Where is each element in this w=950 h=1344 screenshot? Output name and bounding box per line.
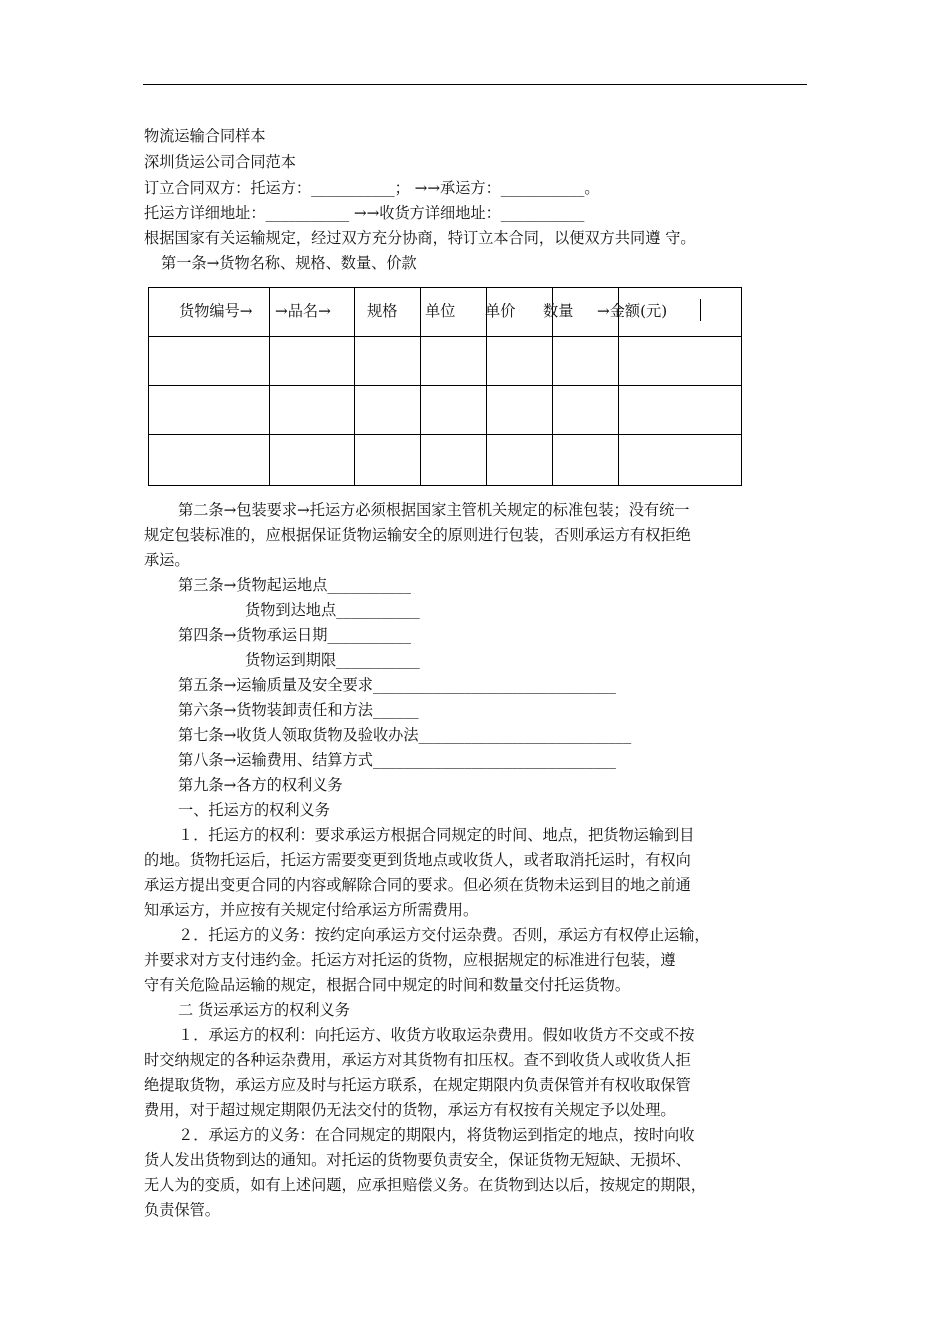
table-col-divider [420, 287, 421, 485]
col-header-name: →品名→ [275, 302, 331, 320]
doc-title: 物流运输合同样本 [144, 127, 266, 145]
sec2-para2-line: 无人为的变质，如有上述问题，应承担赔偿义务。在货物到达以后，按规定的期限， [144, 1176, 706, 1194]
sec1-para2-line: 守有关危险品运输的规定，根据合同中规定的时间和数量交付托运货物。 [144, 976, 630, 994]
article-8: 第八条→运输费用、结算方式________________________________ [178, 751, 616, 769]
article-6: 第六条→货物装卸责任和方法______ [178, 701, 419, 719]
col-header-spec: 规格 [367, 302, 398, 320]
doc-subtitle: 深圳货运公司合同范本 [144, 153, 296, 171]
sec2-para2-line: 负责保管。 [144, 1201, 220, 1219]
col-header-unit: 单位 [425, 302, 456, 320]
table-row-divider [149, 385, 741, 386]
sec1-para1-line: 承运方提出变更合同的内容或解除合同的要求。但必须在货物未运到目的地之前通 [144, 876, 691, 894]
col-header-quantity: 数量 [543, 302, 574, 320]
sec2-para1-line: １．承运方的权利：向托运方、收货方收取运杂费用。假如收货方不交或不按 [178, 1026, 695, 1044]
article-3-destination: 货物到达地点___________ [245, 601, 420, 619]
sec2-para1-line: 费用，对于超过规定期限仍无法交付的货物，承运方有权按有关规定予以处理。 [144, 1101, 676, 1119]
article-7: 第七条→收货人领取货物及验收办法____________________________ [178, 726, 632, 744]
section-1-heading: 一、托运方的权利义务 [178, 801, 330, 819]
sec1-para1-line: １．托运方的权利：要求承运方根据合同规定的时间、地点，把货物运输到目 [178, 826, 695, 844]
col-header-goods-no: 货物编号→ [179, 302, 253, 320]
article-1: 第一条→货物名称、规格、数量、价款 [161, 254, 417, 272]
table-col-divider [269, 287, 270, 485]
table-header-tick [700, 299, 701, 321]
article-4-date: 第四条→货物承运日期___________ [178, 626, 411, 644]
col-header-amount: →金额(元) [597, 302, 668, 320]
article-9: 第九条→各方的权利义务 [178, 776, 343, 794]
sec1-para1-line: 的地。货物托运后，托运方需要变更到货地点或收货人，或者取消托运时，有权向 [144, 851, 691, 869]
parties-line: 订立合同双方：托运方：___________； →→承运方：___________。 [144, 179, 600, 197]
article-4-deadline: 货物运到期限___________ [245, 651, 420, 669]
table-top-border [149, 287, 741, 288]
goods-table [148, 287, 742, 486]
table-row-divider [149, 434, 741, 435]
sec2-para2-line: 货人发出货物到达的通知。对托运的货物要负责安全，保证货物无短缺、无损坏、 [144, 1151, 691, 1169]
sec2-para1-line: 时交纳规定的各种运杂费用，承运方对其货物有扣压权。查不到收货人或收货人拒 [144, 1051, 691, 1069]
article-2-line-2: 规定包装标准的，应根据保证货物运输安全的原则进行包装，否则承运方有权拒绝 [144, 526, 691, 544]
article-2-line-3: 承运。 [144, 551, 190, 569]
sec2-para1-line: 绝提取货物，承运方应及时与托运方联系，在规定期限内负责保管并有权收取保管 [144, 1076, 691, 1094]
header-rule [143, 84, 807, 85]
table-row-divider [149, 336, 741, 337]
sec1-para1-line: 知承运方，并应按有关规定付给承运方所需费用。 [144, 901, 479, 919]
article-2-line-1: 第二条→包装要求→托运方必须根据国家主管机关规定的标准包装；没有统一 [178, 501, 690, 519]
preamble: 根据国家有关运输规定，经过双方充分协商，特订立本合同，以便双方共同遵 守。 [144, 229, 696, 247]
article-5: 第五条→运输质量及安全要求________________________________ [178, 676, 616, 694]
section-2-heading: 二 货运承运方的权利义务 [178, 1001, 350, 1019]
sec1-para2-line: ２．托运方的义务：按约定向承运方交付运杂费。否则，承运方有权停止运输， [178, 926, 710, 944]
address-line: 托运方详细地址：___________ →→收货方详细地址：___________ [144, 204, 585, 222]
col-header-unit-price: 单价 [485, 302, 516, 320]
table-col-divider [354, 287, 355, 485]
sec2-para2-line: ２．承运方的义务：在合同规定的期限内，将货物运到指定的地点，按时向收 [178, 1126, 695, 1144]
sec1-para2-line: 并要求对方支付违约金。托运方对托运的货物，应根据规定的标准进行包装，遵 [144, 951, 676, 969]
article-3-origin: 第三条→货物起运地点___________ [178, 576, 411, 594]
